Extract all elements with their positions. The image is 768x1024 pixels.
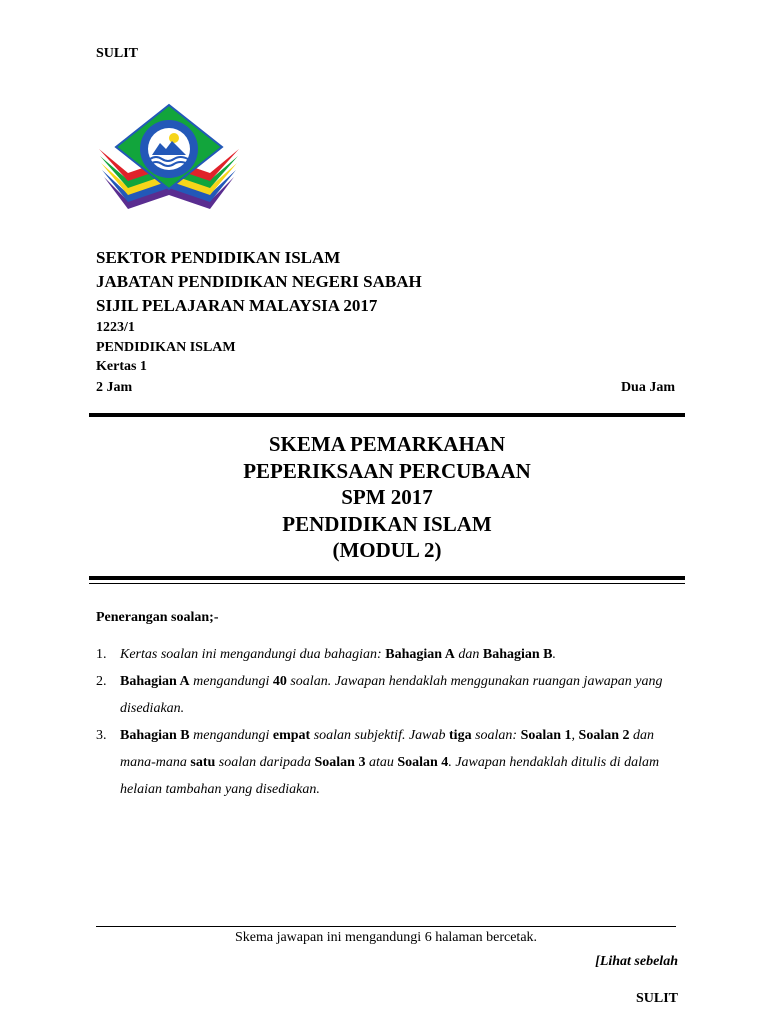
footer-rule bbox=[96, 926, 676, 927]
header-classification: SULIT bbox=[96, 46, 139, 61]
title-rule-bottom-thin bbox=[89, 583, 685, 584]
instruction-text: Kertas soalan ini mengandungi dua bahagian: Bahagian A dan Bahagian B. bbox=[120, 647, 557, 662]
instruction-item bbox=[96, 641, 681, 668]
paper-subject: PENDIDIKAN ISLAM bbox=[96, 340, 236, 355]
title-rule-top bbox=[89, 413, 685, 417]
duration-left: 2 Jam bbox=[96, 380, 133, 395]
instruction-number: 2. bbox=[96, 674, 107, 689]
org-sector: SEKTOR PENDIDIKAN ISLAM bbox=[96, 248, 341, 267]
page-count-note: Skema jawapan ini mengandungi 6 halaman bercetak. bbox=[234, 930, 538, 945]
title-line: SKEMA PEMARKAHAN bbox=[268, 432, 506, 456]
instruction-text: Bahagian B mengandungi empat soalan subjektif. Jawab tiga soalan: Soalan 1, Soalan 2 dan mana-mana satu soalan daripada Soalan 3 atau Soalan 4. Jawapan hendaklah ditulis di dalam helaian tambahan yang disediakan. bbox=[120, 728, 660, 797]
instruction-item bbox=[96, 722, 681, 803]
paper-code: 1223/1 bbox=[96, 320, 135, 335]
instruction-item bbox=[96, 668, 681, 722]
instructions-heading: Penerangan soalan;- bbox=[96, 610, 219, 625]
instruction-text: Bahagian A mengandungi 40 soalan. Jawapan hendaklah menggunakan ruangan jawapan yang disediakan. bbox=[120, 674, 663, 716]
title-line: (MODUL 2) bbox=[332, 538, 442, 562]
instruction-number: 1. bbox=[96, 647, 107, 662]
instructions-list bbox=[96, 641, 681, 803]
title-line: SPM 2017 bbox=[341, 485, 433, 509]
duration-right: Dua Jam bbox=[620, 380, 675, 395]
title-line: PEPERIKSAAN PERCUBAAN bbox=[243, 458, 531, 483]
department-logo bbox=[98, 103, 240, 216]
paper-number: Kertas 1 bbox=[96, 359, 147, 374]
title-rule-bottom-thick bbox=[89, 576, 685, 580]
instruction-number: 3. bbox=[96, 728, 107, 743]
see-next-page: [Lihat sebelah bbox=[595, 954, 678, 969]
title-line: PENDIDIKAN ISLAM bbox=[282, 511, 492, 536]
document-title bbox=[89, 431, 685, 564]
org-exam: SIJIL PELAJARAN MALAYSIA 2017 bbox=[96, 296, 378, 315]
org-department: JABATAN PENDIDIKAN NEGERI SABAH bbox=[96, 272, 422, 291]
footer-classification: SULIT bbox=[635, 991, 678, 1006]
